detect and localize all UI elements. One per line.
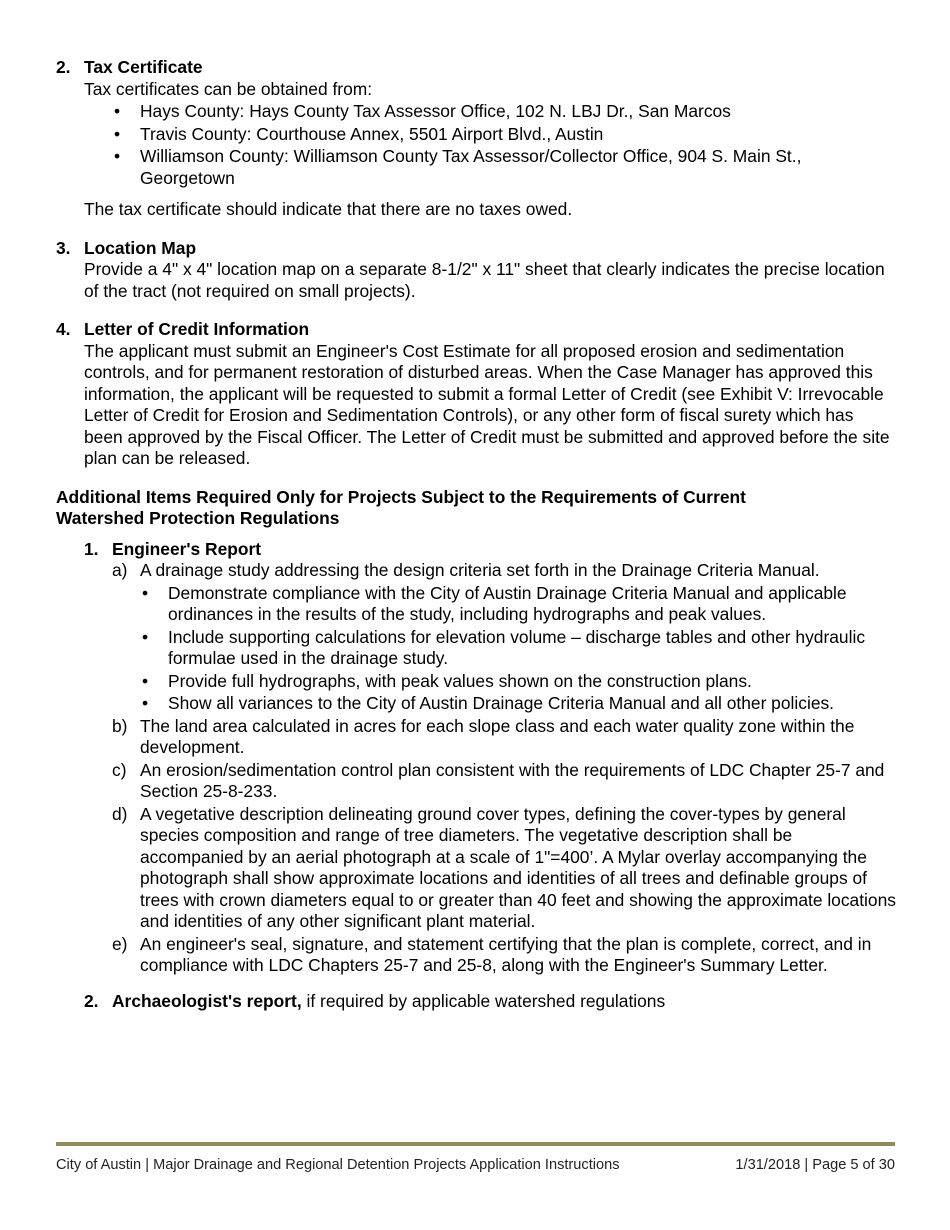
- footer-divider: [56, 1142, 895, 1146]
- section-tax-certificate: [56, 57, 896, 221]
- section-text: Provide a 4" x 4" location map on a separate 8-1/2" x 11" sheet that clearly indicates the precise location of the tract (not required on small projects).: [84, 259, 885, 301]
- section-number: 1.: [84, 538, 99, 559]
- section-number: 4.: [56, 319, 71, 339]
- bullet-icon: •: [142, 670, 149, 691]
- bullet-icon: •: [114, 101, 121, 121]
- section-title: Letter of Credit Information: [84, 319, 310, 339]
- list-item: • Williamson County: Williamson County Tax Assessor/Collector Office, 904 S. Main St., Georgetown: [114, 146, 802, 188]
- bullet-icon: •: [142, 693, 149, 713]
- additional-items-heading: Additional Items Required Only for Projects Subject to the Requirements of Current Watershed Protection Regulations: [56, 486, 746, 528]
- lettered-item: a) A drainage study addressing the design criteria set forth in the Drainage Criteria Manual. • Demonstrate compliance with the City of Austin Drainage Criteria Manual and applicable ordinances in the results of the study, including hydrographs and peak values. • Include supporting calculations for elevation volume – discharge tables and other hydraulic formulae used in the drainage study. • Provide full hydrographs, with peak values shown on the construction plans. • Show all variances to the City of Austin Drainage Criteria Manual and all other policies.: [112, 560, 896, 715]
- lettered-item: b) The land area calculated in acres for each slope class and each water quality zone within the development.: [112, 715, 855, 757]
- list-item: • Travis County: Courthouse Annex, 5501 Airport Blvd., Austin: [114, 123, 604, 144]
- lettered-item: c) An erosion/sedimentation control plan consistent with the requirements of LDC Chapter 25-7 and Section 25-8-233.: [112, 759, 885, 801]
- section-archaeologist-report: [56, 991, 896, 1013]
- section-number: 3.: [56, 237, 71, 258]
- section-text: if required by applicable watershed regulations: [301, 990, 666, 1011]
- section-engineers-report: [56, 539, 896, 977]
- section-text: The applicant must submit an Engineer's Cost Estimate for all proposed erosion and sedimentation controls, and for permanent restoration of disturbed areas. When the Case Manager has approved this information, the applicant will be requested to submit a formal Letter of Credit (see Exhibit V: Irrevocable Letter of Credit for Erosion and Sedimentation Controls), or any other form of fiscal surety which has been approved by the Fiscal Officer. The Letter of Credit must be submitted and approved before the site plan can be released.: [84, 340, 890, 468]
- bullet-icon: •: [114, 146, 121, 166]
- section-number: 2.: [84, 990, 99, 1011]
- page-footer: [56, 1155, 895, 1177]
- document-page: [56, 57, 896, 1012]
- bullet-icon: •: [114, 123, 121, 144]
- bullet-icon: •: [142, 582, 149, 603]
- list-item: • Show all variances to the City of Austin Drainage Criteria Manual and all other policies.: [142, 693, 835, 713]
- bullet-icon: •: [142, 626, 149, 647]
- section-letter-of-credit: [56, 319, 896, 470]
- lettered-item: e) An engineer's seal, signature, and statement certifying that the plan is complete, correct, and in compliance with LDC Chapters 25-7 and 25-8, along with the Engineer's Summary Letter.: [112, 933, 872, 975]
- footer-date-page: 1/31/2018 | Page 5 of 30: [735, 1157, 895, 1173]
- footer-document-title: City of Austin | Major Drainage and Regional Detention Projects Application Instructions: [56, 1157, 620, 1173]
- list-item: • Include supporting calculations for elevation volume – discharge tables and other hydraulic formulae used in the drainage study.: [142, 626, 866, 668]
- section-intro: Tax certificates can be obtained from:: [84, 78, 373, 99]
- list-item: • Provide full hydrographs, with peak values shown on the construction plans.: [142, 670, 752, 691]
- section-location-map: [56, 238, 896, 303]
- section-title: Location Map: [84, 237, 197, 258]
- list-item: • Demonstrate compliance with the City of Austin Drainage Criteria Manual and applicable ordinances in the results of the study, including hydrographs and peak values.: [142, 582, 847, 624]
- section-title: Engineer's Report: [112, 538, 262, 559]
- section-title: Tax Certificate: [84, 57, 203, 77]
- section-note: The tax certificate should indicate that there are no taxes owed.: [84, 199, 573, 219]
- section-number: 2.: [56, 57, 71, 77]
- lettered-item: d) A vegetative description delineating ground cover types, defining the cover-types by general species composition and range of tree diameters. The vegetative description shall be accompanied by an aerial photograph at a scale of 1"=400’. A Mylar overlay accompanying the photograph shall show approximate locations and identities of all trees and definable groups of trees with crown diameters equal to or greater than 40 feet and showing the approximate locations and identities of any other significant plant material.: [112, 803, 896, 931]
- list-item: • Hays County: Hays County Tax Assessor Office, 102 N. LBJ Dr., San Marcos: [114, 101, 731, 121]
- section-title: Archaeologist's report,: [112, 990, 302, 1011]
